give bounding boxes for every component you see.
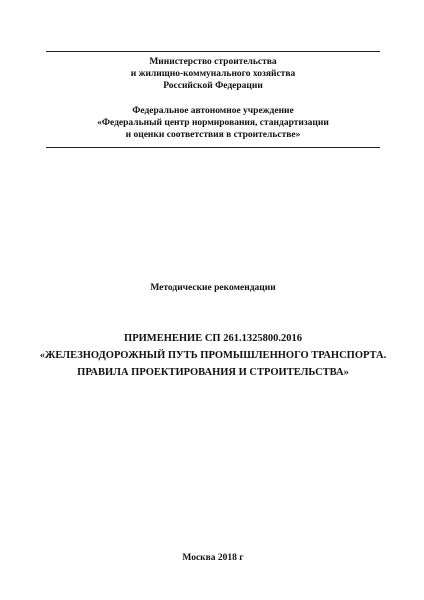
ministry-line-2: и жилищно-коммунального хозяйства [130,69,296,79]
document-type [46,282,380,294]
place-and-year [46,552,380,564]
ministry-line-1: Министерство строительства [149,57,277,67]
ministry-block [46,56,380,92]
place-year-text: Москва 2018 г [182,553,244,563]
ministry-line-3: Российской Федерации [163,81,263,91]
title-line-2: «ЖЕЛЕЗНОДОРОЖНЫЙ ПУТЬ ПРОМЫШЛЕННОГО ТРАНСПОРТА. [39,350,387,361]
document-title [30,330,396,381]
institution-block [46,105,380,141]
document-type-label: Методические рекомендации [150,283,276,293]
title-line-1: ПРИМЕНЕНИЕ СП 261.1325800.2016 [124,333,302,344]
header-bottom-rule [46,147,380,148]
institution-line-1: Федеральное автономное учреждение [132,106,294,116]
institution-line-2: «Федеральный центр нормирования, стандартизации [97,118,329,128]
institution-line-3: и оценки соответствия в строительстве» [125,130,301,140]
header-top-rule [46,51,380,52]
title-line-3: ПРАВИЛА ПРОЕКТИРОВАНИЯ И СТРОИТЕЛЬСТВА» [77,367,349,378]
